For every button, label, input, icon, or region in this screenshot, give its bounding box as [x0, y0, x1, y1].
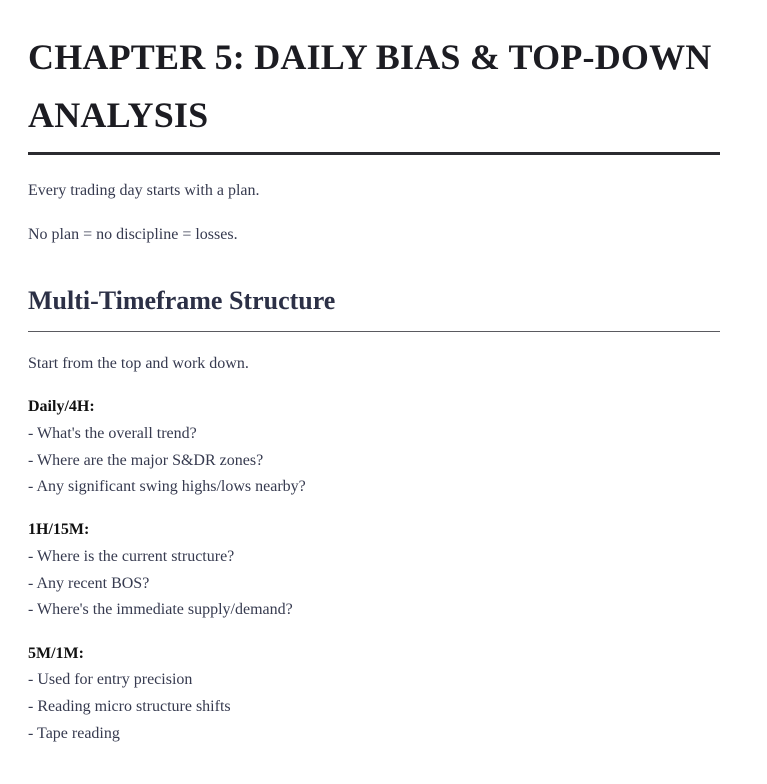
- list-item: - Tape reading: [28, 725, 120, 742]
- group-label-daily-4h: Daily/4H:: [28, 398, 95, 415]
- list-item: - Any significant swing highs/lows nearby?: [28, 478, 306, 495]
- list-item: - What's the overall trend?: [28, 425, 197, 442]
- section-title: Multi-Timeframe Structure: [28, 286, 336, 315]
- group-label-1h-15m: 1H/15M:: [28, 521, 90, 538]
- list-item: - Used for entry precision: [28, 671, 193, 688]
- list-item: - Where is the current structure?: [28, 548, 235, 565]
- list-item: - Where are the major S&DR zones?: [28, 452, 264, 469]
- list-item: - Any recent BOS?: [28, 575, 150, 592]
- list-item: - Reading micro structure shifts: [28, 698, 231, 715]
- intro-line-1: Every trading day starts with a plan.: [28, 182, 260, 199]
- intro-line-2: No plan = no discipline = losses.: [28, 226, 238, 243]
- list-item: - Where's the immediate supply/demand?: [28, 601, 293, 618]
- group-label-5m-1m: 5M/1M:: [28, 645, 84, 662]
- chapter-divider: [28, 152, 720, 155]
- chapter-title: CHAPTER 5: DAILY BIAS & TOP-DOWN ANALYSIS: [28, 37, 712, 135]
- section-divider: [28, 331, 720, 332]
- section-lead: Start from the top and work down.: [28, 355, 249, 372]
